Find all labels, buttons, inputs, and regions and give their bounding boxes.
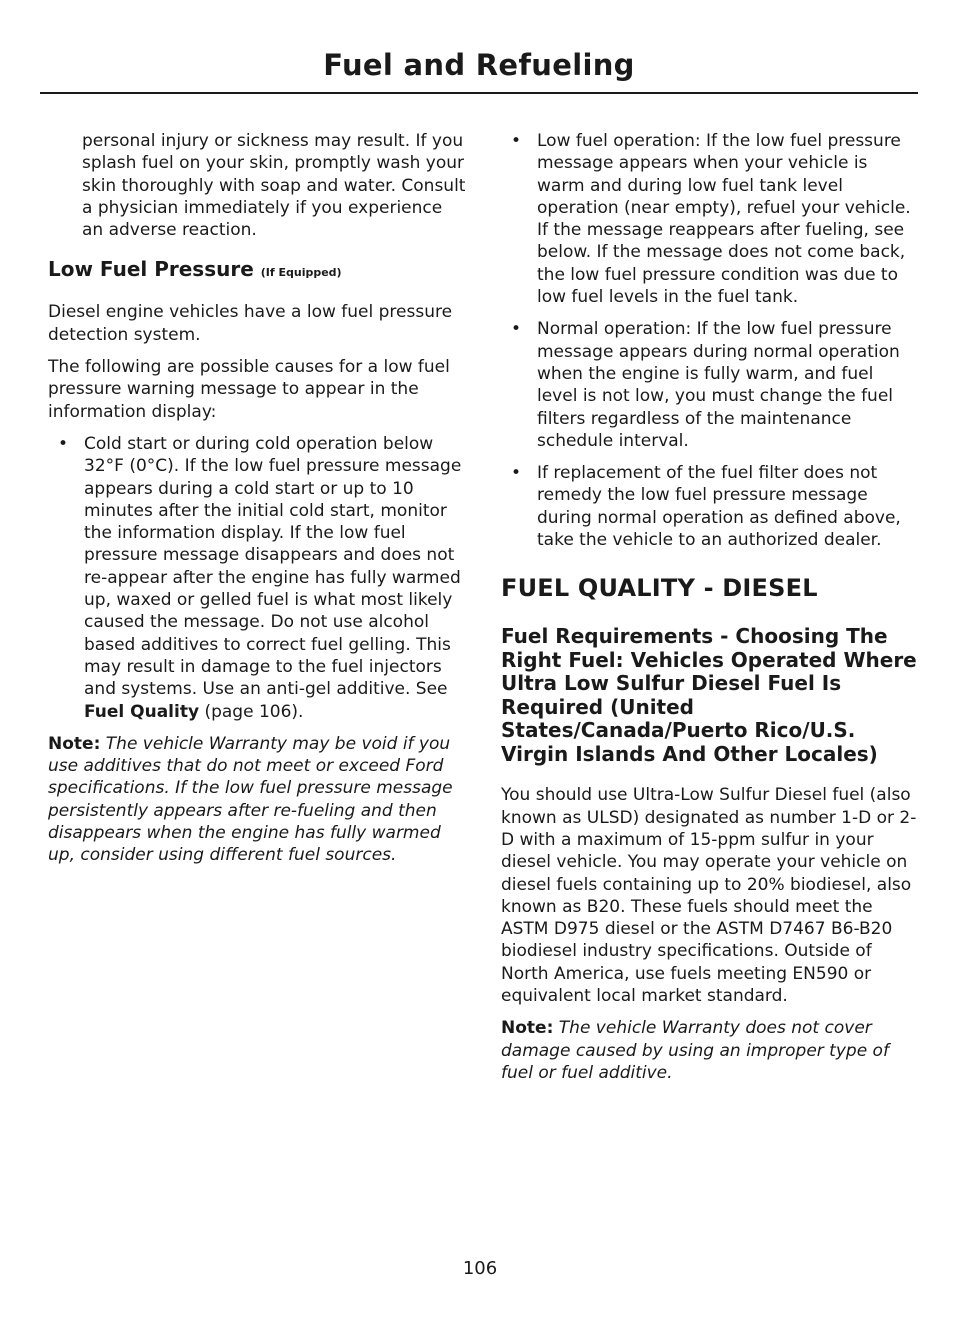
list-item (501, 462, 919, 551)
page-header (40, 38, 918, 94)
operation-list (501, 130, 919, 551)
causes-paragraph: The following are possible causes for a low fuel pressure warning message to appear in the information display: (48, 357, 450, 422)
bullet: • (511, 463, 522, 484)
note-label: Note: (501, 1018, 554, 1039)
fuel-quality-link[interactable]: Fuel Quality (84, 701, 200, 722)
note-paragraph (48, 733, 466, 867)
note-label: Note: (48, 733, 101, 754)
list-item-text: Low fuel operation: If the low fuel pressure message appears when your vehicle is warm and during low fuel tank level operation (near empty), refuel your vehicle. If the message reappears after fueling, see below. If the message does not come back, the low fuel pressure condition was due to low fuel levels in the fuel tank. (537, 131, 911, 308)
low-fuel-pressure-heading (48, 257, 466, 285)
bullet: • (58, 433, 69, 454)
intro-paragraph: Diesel engine vehicles have a low fuel pressure detection system. (48, 302, 453, 345)
list-item-text: Cold start or during cold operation below 32°F (0°C). If the low fuel pressure message appears during a cold start or up to 10 minutes after the initial cold start, monitor the information display. If the low fuel pressure message disappears and does not re-appear after the engine has fully warmed up, waxed or gelled fuel is what most likely caused the message. Do not use alcohol based additives to correct fuel gelling. This may result in damage to the fuel injectors and systems. Use an anti-gel additive. See (84, 433, 462, 700)
note-paragraph (501, 1017, 919, 1084)
section-title: FUEL QUALITY - DIESEL (501, 574, 818, 603)
list-item (48, 433, 466, 723)
right-column (501, 130, 919, 1094)
left-column (48, 130, 466, 877)
heading-qualifier: (If Equipped) (260, 266, 342, 280)
causes-list (48, 433, 466, 723)
list-item-text: Normal operation: If the low fuel pressure message appears during normal operation when the engine is fully warm, and fuel level is not low, you must change the fuel filters regardless of the maintenance schedule interval. (537, 319, 900, 451)
page-number: 106 (462, 1258, 498, 1279)
ulsd-paragraph: You should use Ultra-Low Sulfur Diesel fuel (also known as ULSD) designated as number 1-D or 2-D with a maximum of 15-ppm sulfur in your diesel vehicle. You may operate your vehicle on diesel fuels containing up to 20% biodiesel, also known as B20. These fuels should meet the ASTM D975 diesel or the ASTM D7467 B6-B20 biodiesel industry specifications. Outside of North America, use fuels meeting EN590 or equivalent local market standard. (501, 785, 917, 1007)
list-item-text: If replacement of the fuel filter does not remedy the low fuel pressure message during normal operation as defined above, take the vehicle to an authorized dealer. (537, 463, 901, 551)
page-reference: (page 106). (204, 701, 304, 722)
continuation-paragraph: personal injury or sickness may result. If you splash fuel on your skin, promptly wash your skin thoroughly with soap and water. Consult a physician immediately if you experience an adverse reaction. (82, 131, 466, 241)
bullet: • (511, 319, 522, 340)
note-text: The vehicle Warranty does not cover damage caused by using an improper type of fuel or fuel additive. (501, 1018, 889, 1083)
list-item (501, 130, 919, 308)
subsection-title: Fuel Requirements - Choosing The Right Fuel: Vehicles Operated Where Ultra Low Sulfur Diesel Fuel Is Required (United States/Canada/Puerto Rico/U.S. Virgin Islands And Other Locales) (501, 624, 917, 766)
note-text: The vehicle Warranty may be void if you use additives that do not meet or exceed Ford specifications. If the low fuel pressure message persistently appears after re-fueling and then disappears when the engine has fully warmed up, consider using different fuel sources. (48, 733, 453, 866)
bullet: • (511, 131, 522, 151)
heading-text: Low Fuel Pressure (48, 257, 254, 282)
page-title: Fuel and Refueling (323, 48, 635, 82)
list-item (501, 318, 919, 452)
